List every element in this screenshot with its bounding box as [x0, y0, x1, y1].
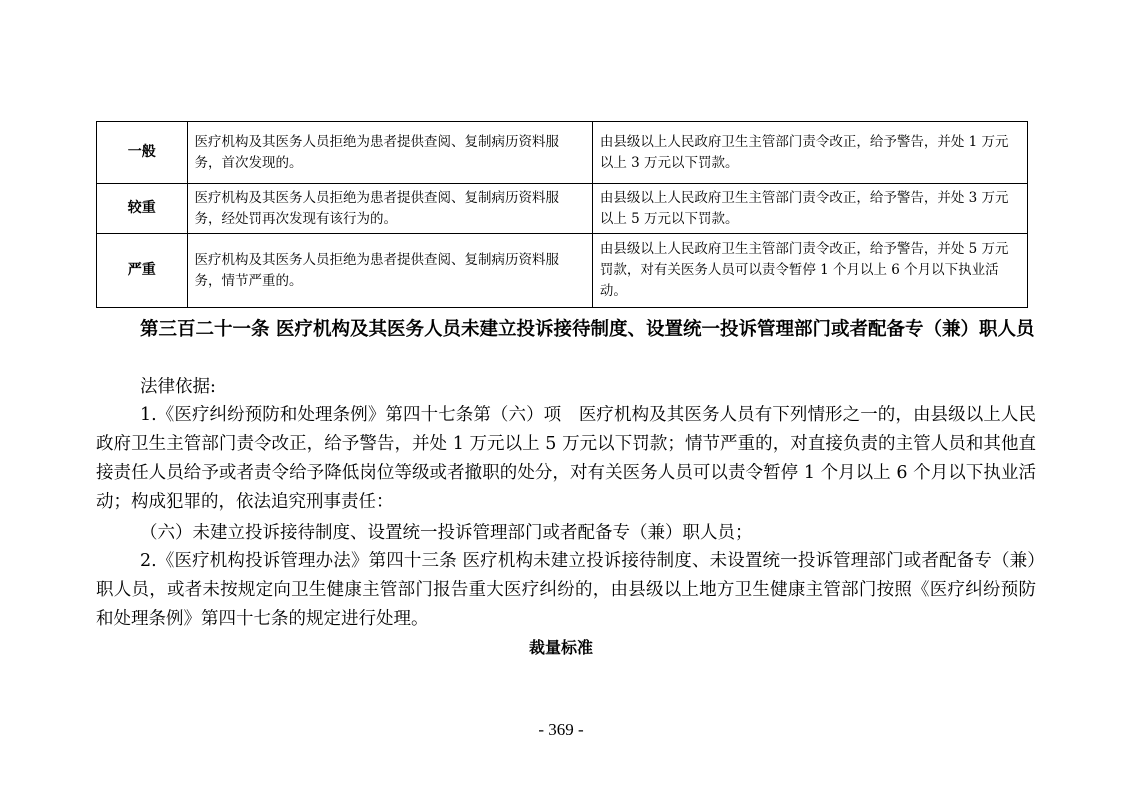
violation-condition-cell: 医疗机构及其医务人员拒绝为患者提供查阅、复制病历资料服务，情节严重的。 [187, 234, 592, 308]
violation-condition-cell: 医疗机构及其医务人员拒绝为患者提供查阅、复制病历资料服务，首次发现的。 [187, 122, 592, 184]
discretion-table [96, 121, 1028, 308]
penalty-cell: 由县级以上人民政府卫生主管部门责令改正，给予警告，并处 3 万元以上 5 万元以下罚款。 [592, 184, 1027, 234]
legal-basis-label: 法律依据: [140, 377, 216, 397]
table-row [97, 234, 1028, 308]
violation-condition-cell: 医疗机构及其医务人员拒绝为患者提供查阅、复制病历资料服务，经处罚再次发现有该行为的。 [187, 184, 592, 234]
legal-basis-paragraph: 2.《医疗机构投诉管理办法》第四十三条 医疗机构未建立投诉接待制度、未设置统一投诉管理部门或者配备专（兼）职人员，或者未按规定向卫生健康主管部门报告重大医疗纠纷的，由县级以上地方卫生健康主管部门按照《医疗纠纷预防和处理条例》第四十七条的规定进行处理。 [96, 551, 1036, 629]
article-title: 第三百二十一条 医疗机构及其医务人员未建立投诉接待制度、设置统一投诉管理部门或者配备专（兼）职人员 [140, 319, 1035, 340]
table-row [97, 184, 1028, 234]
table-row [97, 122, 1028, 184]
severity-level-cell: 严重 [97, 234, 188, 308]
page-number: - 369 - [538, 720, 584, 739]
severity-level-cell: 较重 [97, 184, 188, 234]
legal-basis-paragraph: 1.《医疗纠纷预防和处理条例》第四十七条第（六）项 医疗机构及其医务人员有下列情形之一的，由县级以上人民政府卫生主管部门责令改正，给予警告，并处 1 万元以上 5 万元以下罚款；情节严重的，对直接负责的主管人员和其他直接责任人员给予或者责令给予降低岗位等级或者撤职的处分，对有关医务人员可以责令暂停 1 个月以上 6 个月以下执业活动；构成犯罪的，依法追究刑事责任： [96, 405, 1036, 512]
penalty-cell: 由县级以上人民政府卫生主管部门责令改正，给予警告，并处 5 万元罚款，对有关医务人员可以责令暂停 1 个月以上 6 个月以下执业活动。 [592, 234, 1027, 308]
penalty-cell: 由县级以上人民政府卫生主管部门责令改正，给予警告，并处 1 万元以上 3 万元以下罚款。 [592, 122, 1027, 184]
legal-basis-paragraph: （六）未建立投诉接待制度、设置统一投诉管理部门或者配备专（兼）职人员； [140, 523, 753, 543]
severity-level-cell: 一般 [97, 122, 188, 184]
section-heading: 裁量标准 [528, 638, 593, 657]
